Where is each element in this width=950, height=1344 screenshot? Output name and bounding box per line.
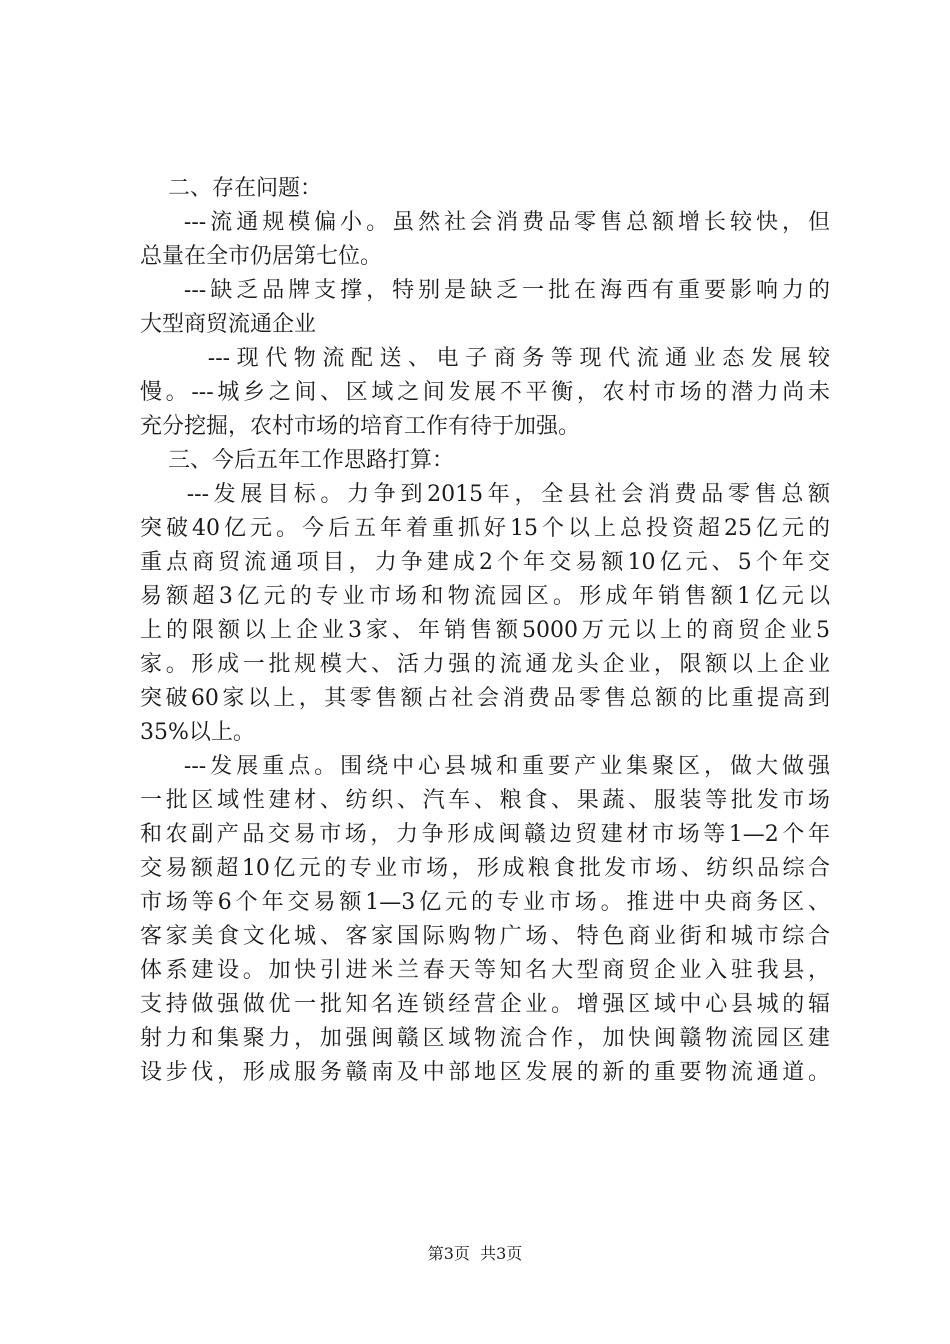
page-number: 第3页 共3页 <box>427 1244 523 1263</box>
paragraph-line: 35%以上。 <box>140 720 255 745</box>
paragraph-line: 和农副产品交易市场，力争形成闽赣边贸建材市场等1—2个年 <box>140 822 830 847</box>
paragraph-line: 慢。---城乡之间、区域之间发展不平衡，农村市场的潜力尚未 <box>140 380 830 405</box>
paragraph-line: 客家美食文化城、客家国际购物广场、特色商业街和城市综合 <box>140 924 830 949</box>
paragraph-line: 交易额超10亿元的专业市场，形成粮食批发市场、纺织品综合 <box>140 856 830 881</box>
paragraph-line: ---缺乏品牌支撑，特别是缺乏一批在海西有重要影响力的 <box>140 278 830 303</box>
paragraph-line: 一批区域性建材、纺织、汽车、粮食、果蔬、服装等批发市场 <box>140 788 830 813</box>
page-footer <box>0 1244 950 1264</box>
paragraph-line: 市场等6个年交易额1—3亿元的专业市场。推进中央商务区、 <box>140 890 830 915</box>
paragraph-line: 射力和集聚力，加强闽赣区域物流合作，加快闽赣物流园区建 <box>140 1026 830 1051</box>
paragraph-line: 重点商贸流通项目，力争建成2个年交易额10亿元、5个年交 <box>140 550 830 575</box>
paragraph-line: 突破40亿元。今后五年着重抓好15个以上总投资超25亿元的 <box>140 516 830 541</box>
paragraph-line: 总量在全市仍居第七位。 <box>140 244 383 269</box>
section-heading: 二、存在问题： <box>140 176 322 201</box>
paragraph-line: 支持做强做优一批知名连锁经营企业。增强区域中心县城的辐 <box>140 992 830 1017</box>
paragraph-line: ---发展目标。力争到2015年，全县社会消费品零售总额 <box>140 482 830 507</box>
document-body <box>140 172 830 1090</box>
paragraph-line: 上的限额以上企业3家、年销售额5000万元以上的商贸企业5 <box>140 618 830 643</box>
paragraph-line: 充分挖掘，农村市场的培育工作有待于加强。 <box>140 414 581 439</box>
section-heading: 三、今后五年工作思路打算： <box>140 448 454 473</box>
paragraph-line: 大型商贸流通企业 <box>140 312 317 337</box>
paragraph-line: 易额超3亿元的专业市场和物流园区。形成年销售额1亿元以 <box>140 584 830 609</box>
paragraph-line: 家。形成一批规模大、活力强的流通龙头企业，限额以上企业 <box>140 652 830 677</box>
paragraph-line: ---发展重点。围绕中心县城和重要产业集聚区，做大做强 <box>140 754 830 779</box>
paragraph-line: 设步伐，形成服务赣南及中部地区发展的新的重要物流通道。 <box>140 1060 830 1085</box>
paragraph-line: ---流通规模偏小。虽然社会消费品零售总额增长较快，但 <box>140 210 830 235</box>
paragraph-line: 体系建设。加快引进米兰春天等知名大型商贸企业入驻我县， <box>140 958 830 983</box>
paragraph-line: ---现代物流配送、电子商务等现代流通业态发展较 <box>140 346 830 371</box>
paragraph-line: 突破60家以上，其零售额占社会消费品零售总额的比重提高到 <box>140 686 830 711</box>
